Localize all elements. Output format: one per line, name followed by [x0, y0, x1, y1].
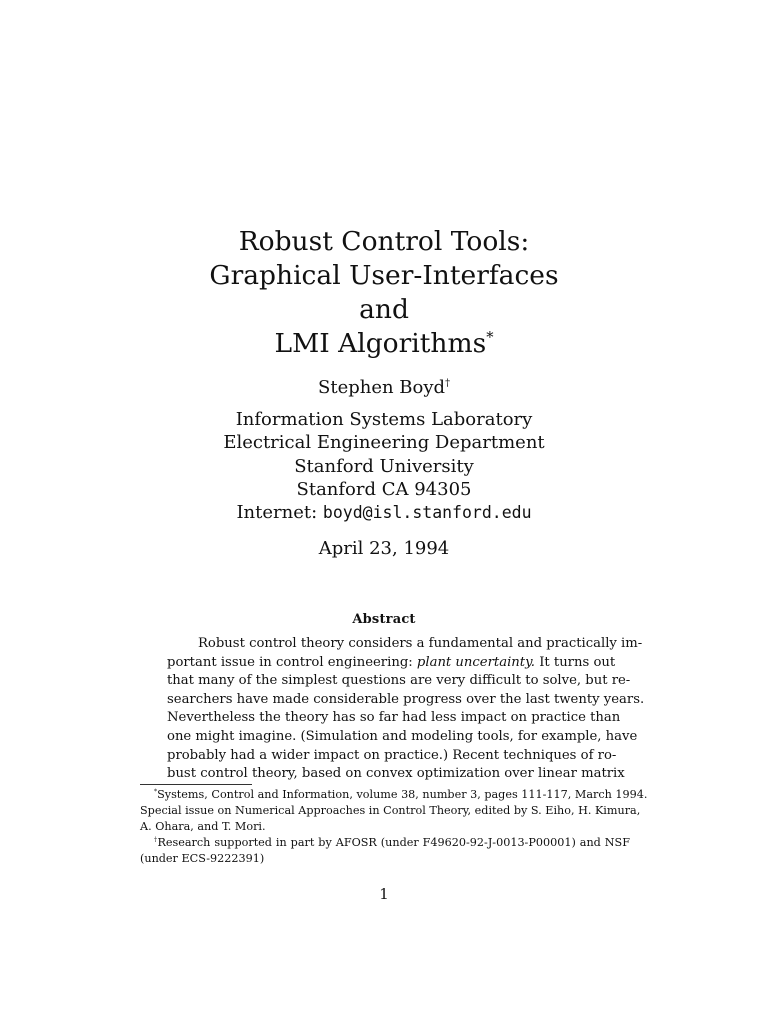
footnotes [140, 787, 648, 867]
abstract-text: portant issue in control engineering: [167, 654, 413, 670]
abstract-text: It turns out [539, 654, 616, 670]
title-line-4-text: LMI Algorithms [274, 328, 487, 359]
affiliation-university: Stanford University [294, 455, 474, 477]
abstract-line-2 [167, 654, 616, 673]
paper-date: April 23, 1994 [318, 538, 450, 559]
title-line-2: Graphical User-Interfaces [209, 260, 559, 291]
abstract-line-1: Robust control theory considers a fundamental and practically im- [198, 636, 643, 651]
page-number: 1 [379, 885, 389, 903]
footnote-2-line-2: (under ECS-9222391) [140, 852, 265, 865]
footnote-1-line-1 [140, 787, 648, 803]
abstract-emphasis: plant uncertainty. [416, 654, 535, 670]
affiliation-address: Stanford CA 94305 [296, 478, 472, 500]
footnote-1-line-2: Special issue on Numerical Approaches in Control Theory, edited by S. Eiho, H. Kimura, [140, 804, 641, 817]
abstract-line-5: Nevertheless the theory has so far had less impact on practice than [167, 710, 621, 726]
abstract-heading: Abstract [352, 612, 416, 627]
abstract-line-7: probably had a wider impact on practice.) Recent techniques of ro- [167, 747, 617, 763]
footnote-1-mark: * [154, 788, 158, 796]
author [0, 377, 768, 399]
affiliation-lab: Information Systems Laboratory [235, 409, 533, 430]
footnote-text: Research supported in part by AFOSR (under F49620-92-J-0013-P00001) and NSF [157, 836, 630, 849]
paper-title [0, 225, 768, 361]
affiliation-department: Electrical Engineering Department [223, 432, 545, 454]
email-address: boyd@isl.stanford.edu [322, 503, 532, 523]
footnote-rule [140, 784, 252, 785]
title-line-1: Robust Control Tools: [238, 226, 530, 257]
abstract-line-4: searchers have made considerable progress over the last twenty years. [167, 691, 645, 707]
abstract-line-6: one might imagine. (Simulation and modeling tools, for example, have [167, 728, 638, 744]
abstract-line-3: that many of the simplest questions are very difficult to solve, but re- [167, 673, 631, 689]
abstract-body [167, 635, 645, 784]
title-footnote-mark: * [486, 329, 494, 347]
title-line-3: and [359, 294, 409, 325]
author-name: Stephen Boyd [318, 377, 446, 398]
affiliation-block [0, 408, 768, 524]
internet-line [0, 501, 768, 524]
footnote-1-line-3: A. Ohara, and T. Mori. [140, 820, 266, 833]
footnote-2-line-1 [140, 835, 630, 851]
footnote-text: Systems, Control and Information, volume 38, number 3, pages 111-117, March 1994. [157, 788, 648, 801]
author-footnote-mark: † [445, 378, 450, 389]
abstract-line-8: bust control theory, based on convex optimization over linear matrix [167, 766, 625, 782]
footnote-2-mark: † [154, 836, 158, 844]
internet-label: Internet: [236, 502, 318, 524]
title-line-4 [0, 327, 768, 361]
